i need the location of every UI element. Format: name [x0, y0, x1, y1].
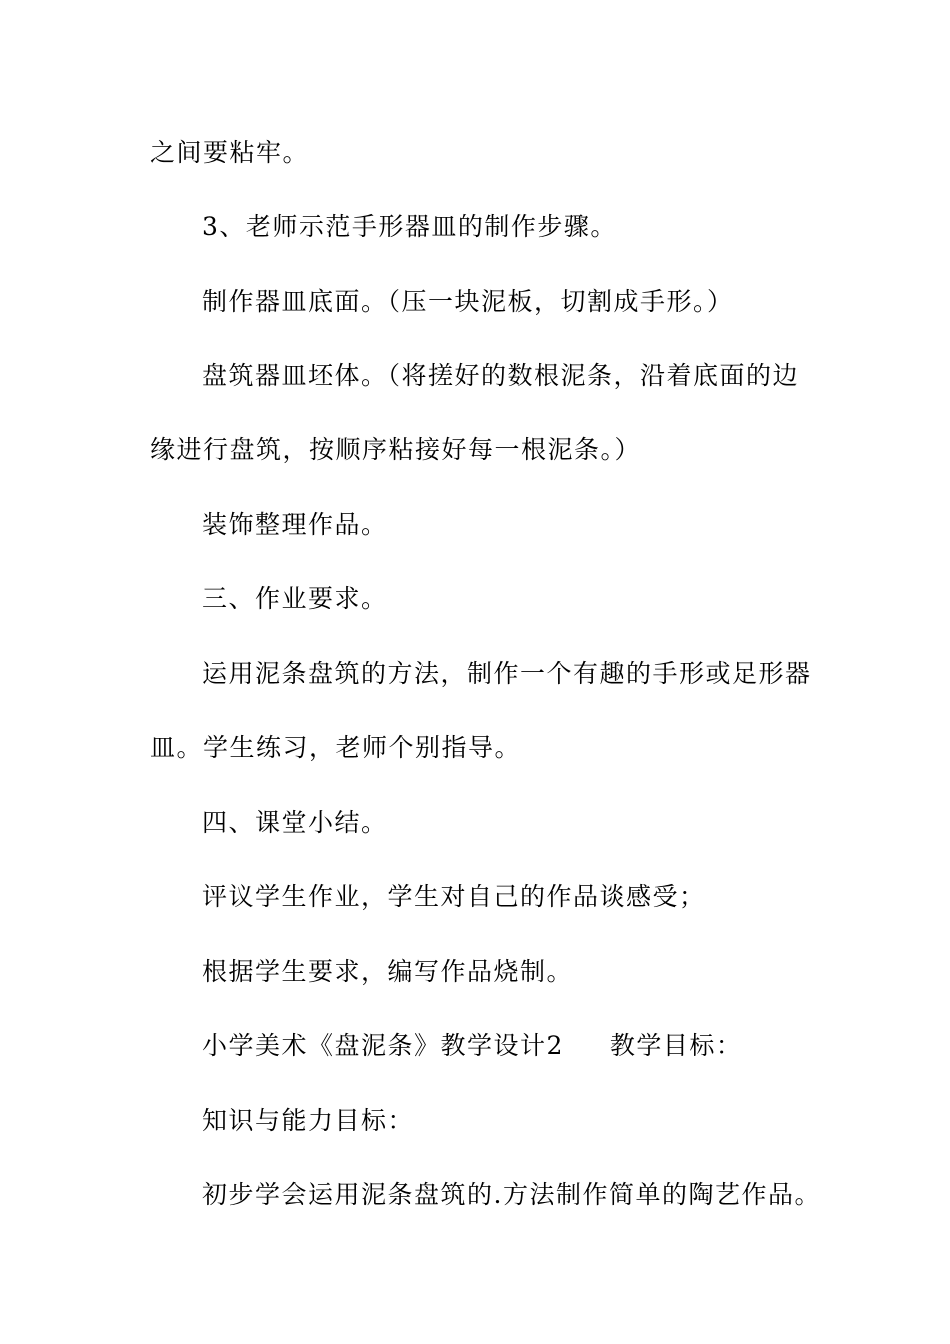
design-title: 小学美术《盘泥条》教学设计2 [202, 1031, 564, 1060]
paragraph-line: 之间要粘牢。 [150, 138, 310, 167]
paragraph-line: 缘进行盘筑，按顺序粘接好每一根泥条。） [150, 435, 642, 464]
section-heading: 三、作业要求。 [202, 584, 388, 613]
paragraph-line: 运用泥条盘筑的方法，制作一个有趣的手形或足形器 [202, 659, 812, 688]
paragraph-line: 盘筑器皿坯体。（将搓好的数根泥条，沿着底面的边 [202, 361, 800, 390]
paragraph-line: 3、老师示范手形器皿的制作步骤。 [202, 212, 617, 241]
paragraph-line: 制作器皿底面。（压一块泥板，切割成手形。） [202, 287, 734, 316]
subheading-line: 知识与能力目标： [202, 1106, 415, 1135]
design-title-line [202, 1031, 742, 1061]
objectives-label: 教学目标： [609, 1031, 743, 1060]
paragraph-line: 皿。学生练习，老师个别指导。 [150, 733, 522, 762]
paragraph-line: 根据学生要求，编写作品烧制。 [202, 957, 574, 986]
paragraph-line: 装饰整理作品。 [202, 510, 388, 539]
paragraph-line: 评议学生作业，学生对自己的作品谈感受； [202, 882, 706, 911]
section-heading: 四、课堂小结。 [202, 808, 388, 837]
paragraph-line: 初步学会运用泥条盘筑的.方法制作简单的陶艺作品。 [202, 1180, 821, 1209]
